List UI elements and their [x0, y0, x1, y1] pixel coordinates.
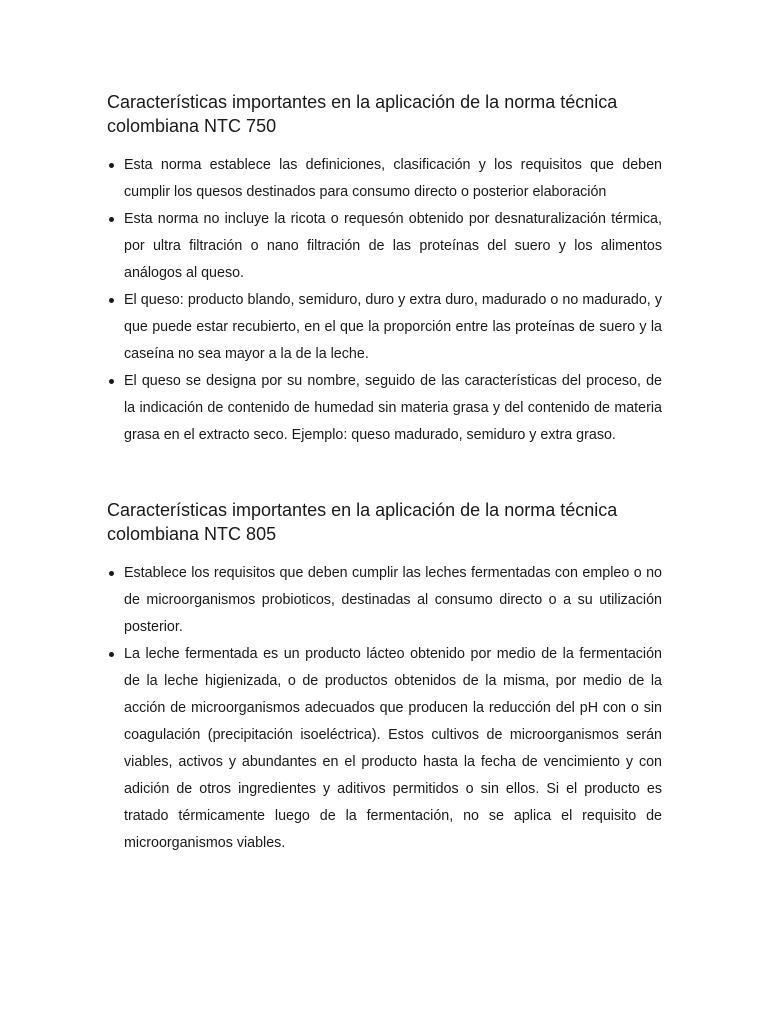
bullet-list	[107, 560, 662, 857]
section-title	[107, 90, 662, 138]
section-title-line-1: Características importantes en la aplicación de la norma técnica	[107, 92, 618, 112]
bullet-item: Esta norma establece las definiciones, clasificación y los requisitos que deben cumplir los quesos destinados para consumo directo o posterior elaboración	[107, 152, 662, 206]
section-title	[107, 498, 662, 546]
section-title-line-1: Características importantes en la aplicación de la norma técnica	[107, 500, 618, 520]
bullet-item: Esta norma no incluye la ricota o requesón obtenido por desnaturalización térmica, por ultra filtración o nano filtración de las proteínas del suero y los alimentos análogos al queso.	[107, 206, 662, 287]
bullet-item: La leche fermentada es un producto lácteo obtenido por medio de la fermentación de la leche higienizada, o de productos obtenidos de la misma, por medio de la acción de microorganismos adecuados que producen la reducción del pH con o sin coagulación (precipitación isoeléctrica). Estos cultivos de microorganismos serán viables, activos y abundantes en el producto hasta la fecha de vencimiento y con adición de otros ingredientes y aditivos permitidos o sin ellos. Si el producto es tratado térmicamente luego de la fermentación, no se aplica el requisito de microorganismos viables.	[107, 641, 662, 857]
bullet-item: El queso: producto blando, semiduro, duro y extra duro, madurado o no madurado, y que puede estar recubierto, en el que la proporción entre las proteínas de suero y la caseína no sea mayor a la de la leche.	[107, 287, 662, 368]
bullet-item: El queso se designa por su nombre, seguido de las características del proceso, de la indicación de contenido de humedad sin materia grasa y del contenido de materia grasa en el extracto seco. Ejemplo: queso madurado, semiduro y extra graso.	[107, 368, 662, 449]
section-ntc-750	[107, 90, 662, 449]
section-ntc-805	[107, 498, 662, 857]
bullet-item: Establece los requisitos que deben cumplir las leches fermentadas con empleo o no de microorganismos probioticos, destinadas al consumo directo o a su utilización posterior.	[107, 560, 662, 641]
bullet-list	[107, 152, 662, 449]
section-title-line-2: colombiana NTC 750	[107, 116, 277, 136]
section-title-line-2: colombiana NTC 805	[107, 524, 277, 544]
